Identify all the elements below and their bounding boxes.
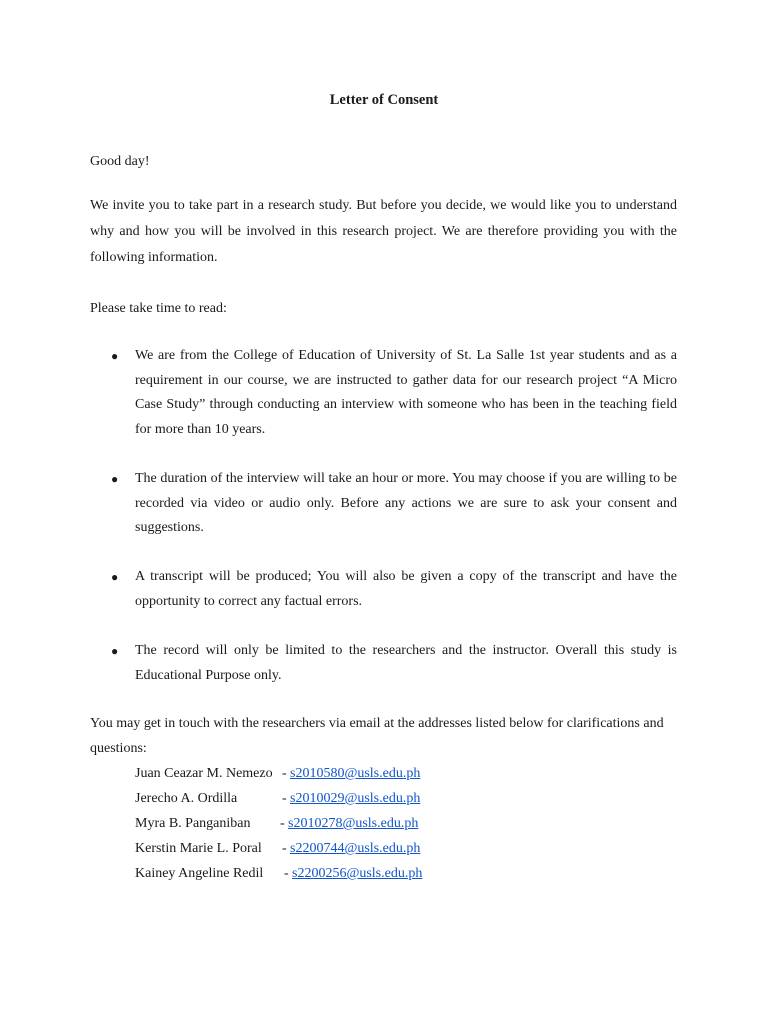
researcher-name: Myra B. Panganiban	[135, 816, 251, 831]
contact-row	[0, 836, 768, 861]
researcher-name: Kainey Angeline Redil	[135, 866, 264, 881]
bullet-text: The duration of the interview will take an hour or more. You may choose if you are willing to be recorded via video or audio only. Before any actions we are sure to ask your consent and suggestions.	[135, 471, 677, 535]
document-title: Letter of Consent	[329, 92, 439, 108]
separator-dash: -	[282, 766, 287, 781]
email-link[interactable]: s2010278@usls.edu.ph	[288, 816, 419, 831]
bullet-text: The record will only be limited to the researchers and the instructor. Overall this study is Educational Purpose only.	[135, 643, 677, 683]
contact-row	[0, 811, 768, 836]
bullet-icon: ●	[111, 349, 119, 363]
researcher-name: Jerecho A. Ordilla	[135, 791, 238, 806]
email-link[interactable]: s2200744@usls.edu.ph	[290, 841, 421, 856]
bullet-text: We are from the College of Education of University of St. La Salle 1st year students and as a requirement in our course, we are instructed to gather data for our research project “A Micro Case Study” through conducting an interview with someone who has been in the teaching field for more than 10 years.	[135, 348, 677, 437]
separator-dash: -	[280, 816, 285, 831]
separator-dash: -	[284, 866, 289, 881]
email-link[interactable]: s2200256@usls.edu.ph	[292, 866, 423, 881]
researcher-name: Kerstin Marie L. Poral	[135, 841, 262, 856]
contact-row	[0, 786, 768, 811]
contact-row	[0, 761, 768, 786]
bullet-icon: ●	[111, 570, 119, 584]
contact-row	[0, 861, 768, 886]
greeting: Good day!	[90, 154, 150, 169]
bullet-icon: ●	[111, 472, 119, 486]
bullet-text: A transcript will be produced; You will also be given a copy of the transcript and have the opportunity to correct any factual errors.	[135, 569, 677, 609]
researcher-name: Juan Ceazar M. Nemezo	[135, 766, 273, 781]
separator-dash: -	[282, 841, 287, 856]
intro-paragraph: We invite you to take part in a research study. But before you decide, we would like you to understand why and how you will be involved in this research project. We are therefore providing you with the following information.	[90, 198, 677, 265]
contact-intro: You may get in touch with the researchers via email at the addresses listed below for clarifications and questions:	[90, 716, 664, 756]
email-link[interactable]: s2010029@usls.edu.ph	[290, 791, 421, 806]
read-prompt: Please take time to read:	[90, 301, 227, 316]
email-link[interactable]: s2010580@usls.edu.ph	[290, 766, 421, 781]
bullet-icon: ●	[111, 644, 119, 658]
separator-dash: -	[282, 791, 287, 806]
